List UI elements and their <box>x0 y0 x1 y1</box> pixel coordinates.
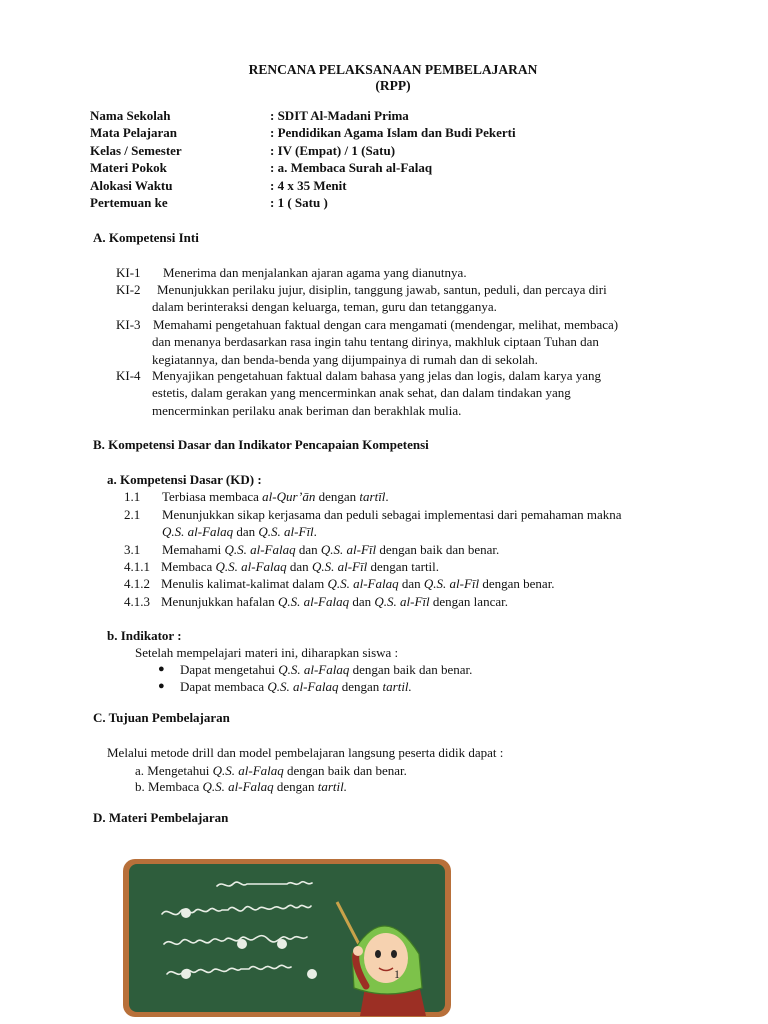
kd-text <box>162 488 389 505</box>
italic-term: Q.S. al-Falaq <box>162 524 234 539</box>
kd-number: 2.1 <box>124 507 141 522</box>
kd-number: 1.1 <box>124 489 141 504</box>
identity-value: : Pendidikan Agama Islam dan Budi Pekerti <box>270 125 516 141</box>
indikator-item <box>180 678 412 695</box>
italic-term: tartil. <box>317 779 347 794</box>
text-run: dan <box>233 524 259 539</box>
italic-term: Q.S. al-Falaq <box>212 763 284 778</box>
ki-text-line: mencerminkan perilaku anak beriman dan berakhlak mulia. <box>152 402 462 418</box>
text-run: dan <box>295 542 321 557</box>
italic-term: Q.S. al-Fīl <box>258 524 314 539</box>
italic-term: Q.S. al-Falaq <box>267 679 339 694</box>
text-run: dengan <box>273 779 318 794</box>
indikator-item <box>180 661 472 678</box>
ki-text-line: dan menanya berdasarkan rasa ingin tahu tentang dirinya, makhluk ciptaan Tuhan dan <box>152 334 599 350</box>
text-run: dan <box>349 594 375 609</box>
text-run: Menunjukkan hafalan <box>161 594 278 609</box>
kd-text <box>161 558 439 575</box>
section-b-heading: B. Kompetensi Dasar dan Indikator Pencapaian Kompetensi <box>93 437 429 452</box>
ki-code: KI-4 <box>116 368 141 383</box>
document-subtitle: (RPP) <box>375 78 411 93</box>
identity-label: Mata Pelajaran <box>90 125 178 141</box>
text-run: b. Membaca <box>135 779 203 794</box>
italic-term: Q.S. al-Falaq <box>278 662 350 677</box>
italic-term: Q.S. al-Fīl <box>311 559 368 574</box>
text-run: dan <box>286 559 312 574</box>
italic-term: tartil. <box>382 679 412 694</box>
italic-term: Q.S. al-Fīl <box>374 594 430 609</box>
section-a-heading: A. Kompetensi Inti <box>93 230 199 245</box>
text-run: Menulis kalimat-kalimat dalam <box>161 576 328 591</box>
ki-text-line: kegiatannya, dan benda-benda yang dijumpainya di rumah dan di sekolah. <box>152 351 538 367</box>
identity-label: Kelas / Semester <box>90 142 182 158</box>
section-d-heading: D. Materi Pembelajaran <box>93 810 229 825</box>
text-run: Menunjukkan sikap kerjasama dan peduli sebagai implementasi dari pemahaman makna <box>162 507 622 522</box>
text-run: Dapat membaca <box>180 679 268 694</box>
ki-code: KI-3 <box>116 317 141 332</box>
tujuan-item <box>135 778 347 795</box>
italic-term: Q.S. al-Falaq <box>215 559 287 574</box>
ki-text-line: estetis, dalam gerakan yang mencerminkan anak sehat, dan dalam tindakan yang <box>152 385 571 401</box>
italic-term: Q.S. al-Falaq <box>327 576 399 591</box>
identity-label: Alokasi Waktu <box>90 177 173 193</box>
text-run: dengan baik dan benar. <box>376 542 500 557</box>
section-c-heading: C. Tujuan Pembelajaran <box>93 710 230 725</box>
text-run: . <box>385 489 389 504</box>
identity-label: Materi Pokok <box>90 160 167 176</box>
italic-term: tartīl <box>359 489 386 504</box>
kd-text <box>161 575 555 592</box>
tujuan-intro: Melalui metode drill dan model pembelajaran langsung peserta didik dapat : <box>107 745 504 760</box>
text-run: dengan benar. <box>479 576 555 591</box>
kd-text <box>162 541 499 558</box>
text-run: dengan tartil. <box>367 559 440 574</box>
kd-number: 4.1.3 <box>124 594 150 609</box>
verse-number: 1 <box>394 967 400 981</box>
ki-code: KI-2 <box>116 282 141 297</box>
identity-value: : SDIT Al-Madani Prima <box>270 108 409 123</box>
text-run: dengan lancar. <box>429 594 508 609</box>
kd-text <box>162 506 622 523</box>
bullet-icon: ● <box>158 680 165 692</box>
kd-heading: a. Kompetensi Dasar (KD) : <box>107 472 262 487</box>
ki-text-line: Memahami pengetahuan faktual dengan cara mengamati (mendengar, melihat, membaca) <box>153 317 619 332</box>
text-run: Terbiasa membaca <box>162 489 263 504</box>
italic-term: Q.S. al-Falaq <box>224 542 296 557</box>
identity-value: : IV (Empat) / 1 (Satu) <box>270 142 396 158</box>
text-run: a. Mengetahui <box>135 763 213 778</box>
text-run: dengan baik dan benar. <box>283 763 407 778</box>
kd-number: 3.1 <box>124 542 141 557</box>
chalkboard-illustration <box>122 858 452 1018</box>
ki-text-line: Menunjukkan perilaku jujur, disiplin, tanggung jawab, santun, peduli, dan percaya diri <box>157 282 607 297</box>
text-run: dengan <box>315 489 360 504</box>
identity-label: Pertemuan ke <box>90 195 168 210</box>
text-run: dengan baik dan benar. <box>349 662 473 677</box>
text-run: dan <box>398 576 424 591</box>
ki-code: KI-1 <box>116 265 141 280</box>
text-run: Dapat mengetahui <box>180 662 279 677</box>
indikator-intro: Setelah mempelajari materi ini, diharapkan siswa : <box>135 645 399 660</box>
ki-text-line: Menyajikan pengetahuan faktual dalam bahasa yang jelas dan logis, dalam karya yang <box>152 368 602 383</box>
kd-text <box>161 593 508 610</box>
kd-number: 4.1.2 <box>124 576 150 591</box>
identity-value: : a. Membaca Surah al-Falaq <box>270 160 433 176</box>
italic-term: Q.S. al-Fīl <box>320 542 377 557</box>
ki-text-line: dalam berinteraksi dengan keluarga, teman, guru dan tetangganya. <box>152 299 497 315</box>
tujuan-item <box>135 762 407 779</box>
text-run: Memahami <box>162 542 225 557</box>
kd-text <box>162 523 317 540</box>
indikator-heading: b. Indikator : <box>107 628 182 643</box>
identity-value: : 1 ( Satu ) <box>270 195 328 210</box>
text-run: Membaca <box>161 559 216 574</box>
text-run: dengan <box>338 679 383 694</box>
text-run: . <box>313 524 317 539</box>
identity-label: Nama Sekolah <box>90 108 171 123</box>
italic-term: al-Qur’ān <box>262 489 316 504</box>
italic-term: Q.S. al-Fīl <box>423 576 480 591</box>
kd-number: 4.1.1 <box>124 559 150 574</box>
italic-term: Q.S. al-Falaq <box>277 594 350 609</box>
identity-value: : 4 x 35 Menit <box>270 177 347 193</box>
italic-term: Q.S. al-Falaq <box>202 779 274 794</box>
bullet-icon: ● <box>158 663 165 675</box>
document-title: RENCANA PELAKSANAAN PEMBELAJARAN <box>248 62 538 77</box>
ki-text-line: Menerima dan menjalankan ajaran agama yang dianutnya. <box>163 265 467 280</box>
